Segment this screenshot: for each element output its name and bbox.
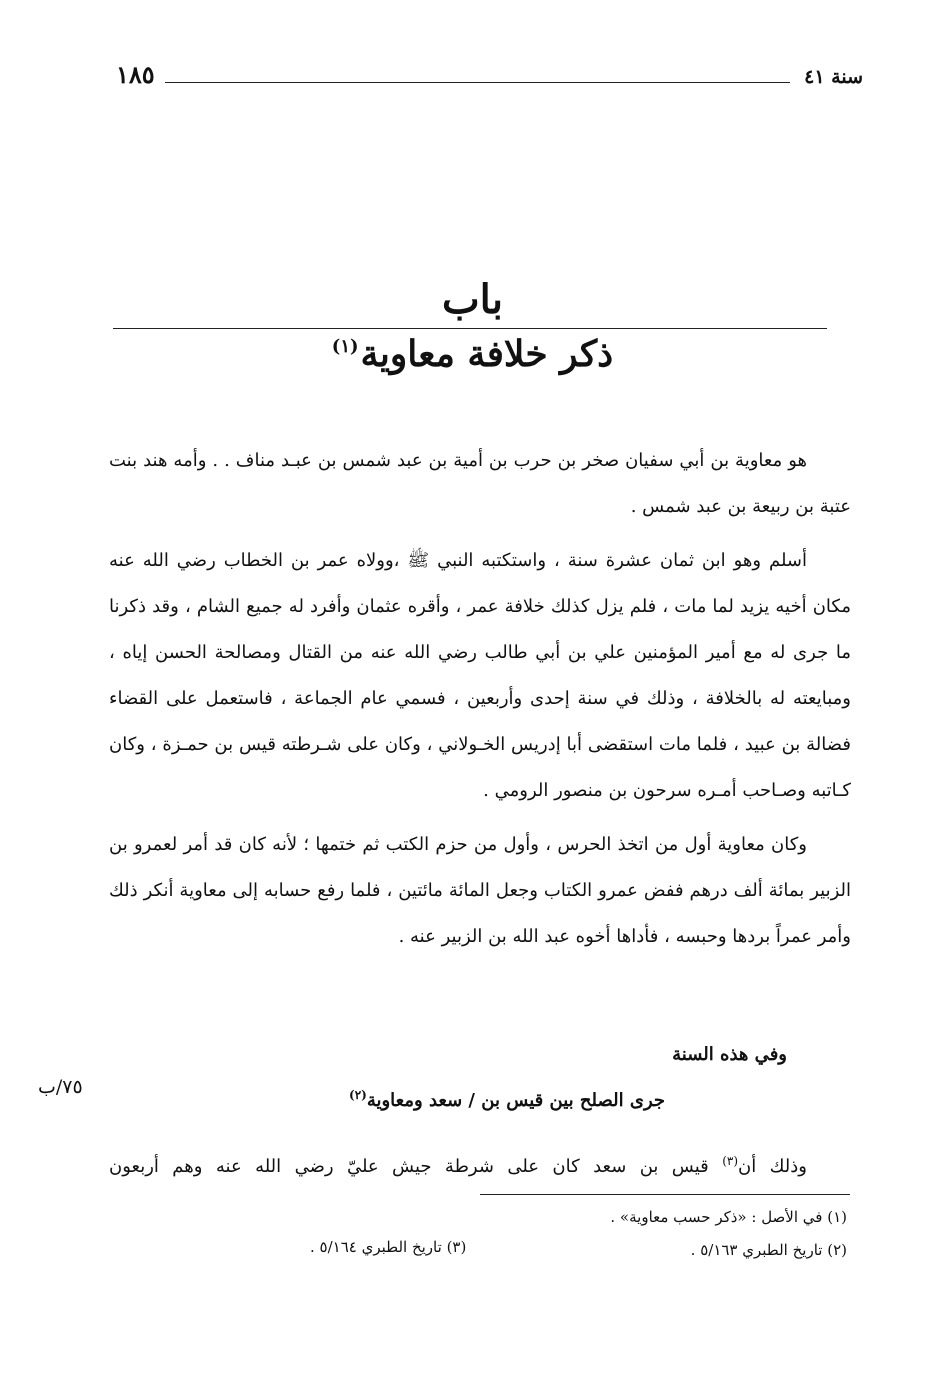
text-line: سرحون بن منصور الرومي .: [483, 780, 692, 801]
text-line: عنه .: [398, 926, 436, 947]
text-line: وكان معاوية أول من اتخذ الحرس ، وأول من حزم الكتب ثم ختمها ؛ لأنه كان قد: [214, 834, 807, 855]
footnote-ref-3: (٣): [722, 1154, 739, 1168]
chapter-title: [0, 333, 945, 375]
text-line: وأمه هند بنت عتبة بن ربيعة بن عبد شمس .: [109, 450, 851, 517]
footnote-2: (٢) تاريخ الطبري ٥/١٦٣ .: [690, 1241, 847, 1259]
header-rule: [165, 82, 790, 83]
chapter-heading: باب: [442, 276, 503, 323]
text-line: إدريس الخـولاني ، وكان على شـرطته قيس بن حمـزة ، وكان كـاتبه وصـاحب أمـره: [109, 734, 851, 801]
footnote-1: (١) في الأصل : «ذكر حسب معاوية» .: [610, 1208, 847, 1226]
footnote-rule: [480, 1194, 850, 1195]
chapter-title-text: ذكر خلافة معاوية: [360, 333, 614, 375]
text-line: أمر لعمرو بن الزبير بمائة ألف درهم ففض عمرو الكتاب وجعل المائة مائتين ، فلما رفع: [109, 834, 852, 901]
section-subheading: [349, 1088, 665, 1111]
title-rule: [113, 328, 827, 329]
text-line: فسمي عام الجماعة ، فاستعمل على القضاء فضالة بن عبيد ، فلما مات استقضى أبا: [109, 688, 851, 755]
text-run: قيس بن سعد كان على شرطة جيش عليّ رضي الله عنه وهم أربعون: [109, 1156, 723, 1177]
manuscript-folio-mark: ٧٥/ب: [38, 1076, 83, 1098]
text-line: أسلم وهو ابن ثمان عشرة سنة ، واستكتبه النبي ﷺ ،وولاه عمر بن الخطاب رضي: [176, 550, 807, 571]
page-number: ١٨٥: [116, 60, 155, 89]
text-line: الله عنه مكان أخيه يزيد لما مات ، فلم يزل كذلك خلافة عمر ، وأقره عثمان وأفرد له: [109, 550, 851, 617]
text-run: وذلك أن: [738, 1156, 807, 1177]
paragraph-biography: [109, 538, 851, 814]
text-line: حسابه إلى معاوية أنكر ذلك وأمر عمراً بردها وحبسه ، فأداها أخوه عبد الله بن الزبير: [109, 880, 851, 947]
text-line: جميع الشام ، وقد ذكرنا ما جرى له مع أمير المؤمنين علي بن أبي طالب رضي الله عنه: [109, 596, 851, 663]
paragraph-firsts: [109, 822, 851, 960]
continuing-paragraph: [109, 1138, 851, 1190]
footnote-3: (٣) تاريخ الطبري ٥/١٦٤ .: [310, 1238, 467, 1256]
body-text: [109, 438, 851, 960]
section-heading: وفي هذه السنة: [672, 1044, 787, 1065]
footnote-ref-2: (٢): [349, 1088, 367, 1102]
paragraph-lineage: [109, 438, 851, 530]
footnote-ref-1: (١): [331, 336, 359, 357]
section-subheading-text: جرى الصلح بين قيس بن / سعد ومعاوية: [366, 1090, 665, 1111]
text-line: من القتال ومصالحة الحسن إياه ، ومبايعته له بالخلافة ، وذلك في سنة إحدى وأربعين ،: [109, 642, 851, 709]
running-header-year: سنة ٤١: [804, 66, 863, 88]
text-line: هو معاوية بن أبي سفيان صخر بن حرب بن أمية بن عبد شمس بن عبـد مناف . .: [212, 450, 807, 471]
